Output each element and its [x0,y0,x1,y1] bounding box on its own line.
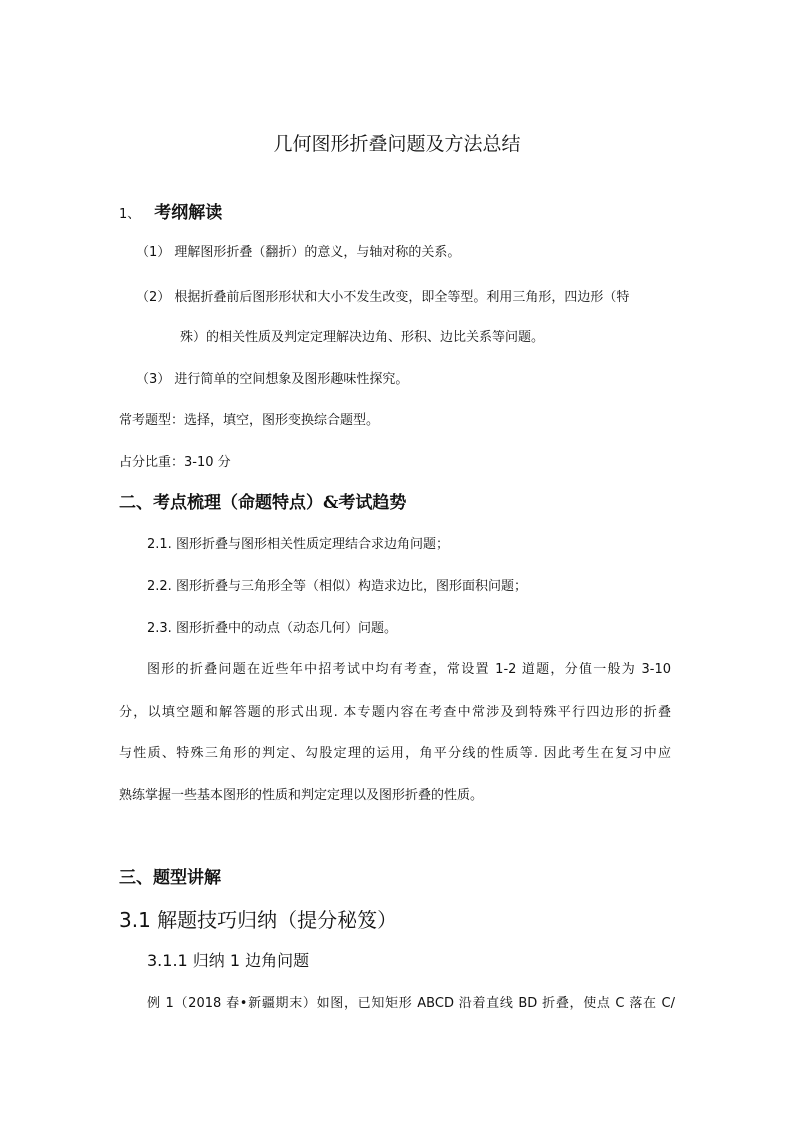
section2-item-1: 2.1. 图形折叠与图形相关性质定理结合求边角问题； [147,537,449,552]
paragraph-line-1: 图形的折叠问题在近些年中招考试中均有考查，常设置 1-2 道题，分值一般为 3-10 [147,662,671,677]
section2-item-2: 2.2. 图形折叠与三角形全等（相似）构造求边比，图形面积问题； [147,579,527,594]
paragraph-line-2: 分，以填空题和解答题的形式出现. 本专题内容在考查中常涉及到特殊平行四边形的折叠 [119,705,671,720]
section3-1-1-heading: 3.1.1 归纳 1 边角问题 [147,951,310,970]
section3-heading: 三、题型讲解 [119,868,221,888]
document-title: 几何图形折叠问题及方法总结 [273,133,521,155]
section2-item-3: 2.3. 图形折叠中的动点（动态几何）问题。 [147,621,397,636]
section1-item-2: （2） 根据折叠前后图形形状和大小不发生改变，即全等型。利用三角形，四边形（特 [136,290,630,305]
section1-item-3: （3） 进行简单的空间想象及图形趣味性探究。 [136,372,409,387]
section3-1-heading: 3.1 解题技巧归纳（提分秘笈） [119,908,398,932]
example-1-text: 例 1（2018 春•新疆期末）如图，已知矩形 ABCD 沿着直线 BD 折叠，使点 C 落在 C/ [147,996,675,1011]
section1-title: 考纲解读 [154,203,223,223]
paragraph-line-4: 熟练掌握一些基本图形的性质和判定定理以及图形折叠的性质。 [119,788,484,803]
section1-item-1: （1） 理解图形折叠（翻折）的意义，与轴对称的关系。 [136,245,461,260]
score-ratio: 占分比重：3-10 分 [119,455,231,470]
section2-heading: 二、考点梳理（命题特点）&考试趋势 [119,493,407,513]
exam-types: 常考题型：选择，填空，图形变换综合题型。 [119,413,380,428]
section1-heading [119,201,222,227]
section1-item-2-cont: 殊）的相关性质及判定定理解决边角、形积、边比关系等问题。 [180,330,545,345]
paragraph-line-3: 与性质、特殊三角形的判定、勾股定理的运用，角平分线的性质等. 因此考生在复习中应 [119,746,671,761]
section1-number: 1、 [119,207,141,222]
